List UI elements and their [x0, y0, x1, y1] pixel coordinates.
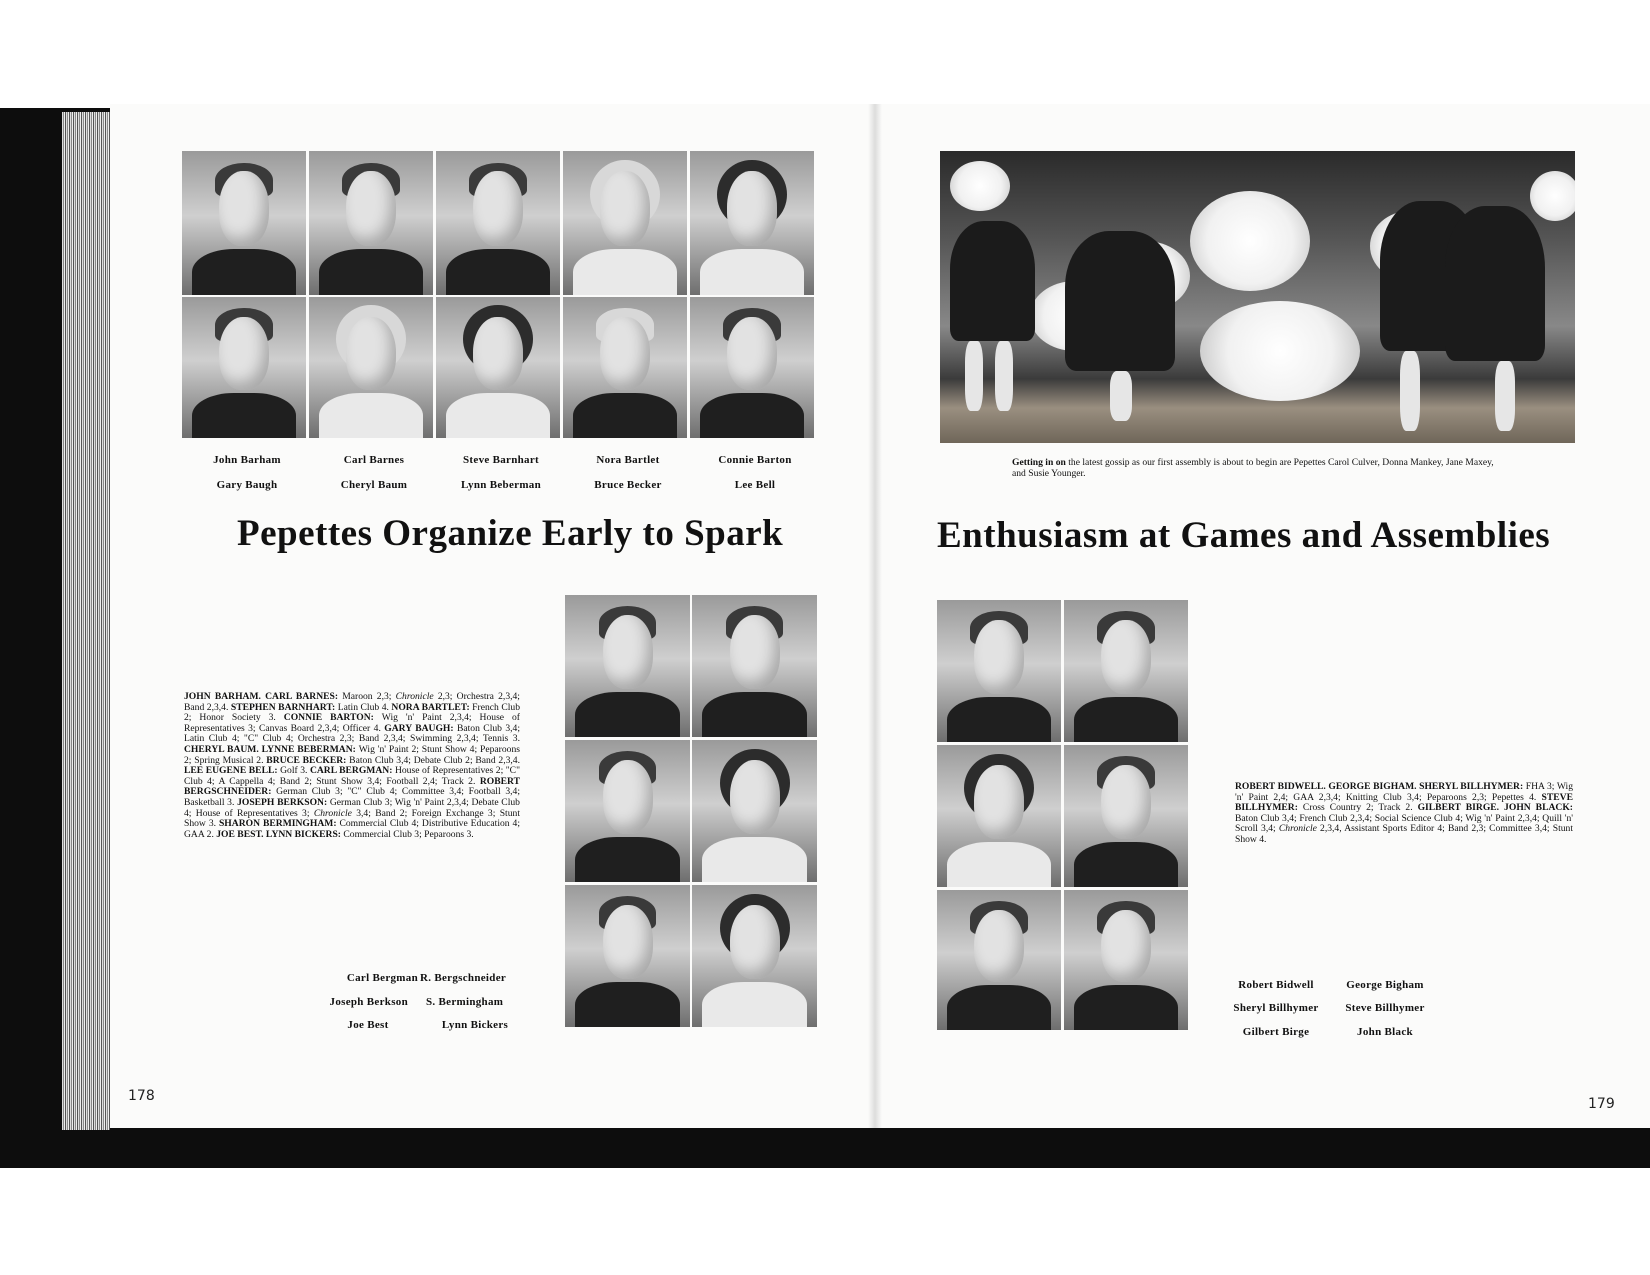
name-caption: Lynn Beberman	[461, 479, 541, 491]
bio-segment: CHERYL BAUM. LYNNE BEBERMAN:	[184, 743, 359, 755]
bio-segment: JOHN BARHAM. CARL BARNES:	[184, 691, 343, 702]
bio-segment: 3,4; Band 2; Foreign Exchange 3; Stunt Show 3.	[184, 807, 520, 830]
bio-segment: Baton Club 3,4; Debate Club 2; Band 2,3,4.	[349, 754, 521, 766]
bio-segment: CONNIE BARTON:	[283, 712, 382, 724]
bio-segment: STEVE BILLHYMER:	[1235, 791, 1573, 814]
page-number-right: 179	[1588, 1096, 1615, 1112]
portrait-photo	[1064, 890, 1188, 1030]
bio-segment: JOSEPH BERKSON:	[237, 796, 330, 808]
portrait-photo	[309, 151, 433, 295]
bio-segment: NORA BARTLET:	[391, 701, 473, 713]
bio-segment: STEPHEN BARNHART:	[230, 701, 338, 713]
group-photo-caption	[1012, 458, 1502, 479]
caption-text: the latest gossip as our first assembly is about to begin are Pepettes Carol Culver, Donna Mankey, Jane Maxey, and Susie Younger.	[1012, 457, 1494, 479]
name-caption: John Black	[1357, 1026, 1413, 1038]
portrait-photo	[690, 151, 814, 295]
book-gutter	[868, 104, 882, 1128]
bio-segment: Maroon 2,3;	[342, 691, 396, 702]
bio-segment: FHA 3; Wig 'n' Paint 2,4; GAA 2,3,4; Knitting Club 3,4; Peparoons 2,3; Pepettes 4.	[1235, 781, 1573, 803]
bio-segment: Baton Club 3,4; French Club 2,3,4; Social Science Club 4; Wig 'n' Paint 2,3,4; Quill 'n' Scroll 3,4;	[1235, 812, 1573, 835]
page-number-left: 178	[128, 1088, 155, 1104]
name-caption: Cheryl Baum	[340, 479, 408, 491]
portrait-photo	[182, 151, 306, 295]
bio-segment: French Club 2; Honor Society 3.	[184, 701, 520, 724]
portrait-photo	[563, 297, 687, 438]
name-caption: Joe Best	[347, 1019, 389, 1031]
bio-segment: Wig 'n' Paint 2; Stunt Show 4; Peparoons 2; Spring Musical 2.	[184, 743, 520, 766]
portrait-photo	[690, 297, 814, 438]
bio-segment: GILBERT BIRGE. JOHN BLACK:	[1417, 802, 1573, 814]
name-caption: Steve Barnhart	[463, 454, 539, 466]
name-caption: Sheryl Billhymer	[1233, 1002, 1319, 1014]
bio-segment: Golf 3.	[280, 765, 310, 777]
bio-segment: Chronicle	[395, 691, 434, 702]
name-caption: Nora Bartlet	[596, 454, 660, 466]
portrait-photo	[937, 600, 1061, 742]
name-caption: Lynn Bickers	[441, 1019, 509, 1031]
bio-segment: BRUCE BECKER:	[266, 754, 350, 766]
portrait-photo	[692, 740, 817, 882]
portrait-photo	[1064, 745, 1188, 887]
portrait-photo	[937, 745, 1061, 887]
portrait-photo	[692, 595, 817, 737]
bio-segment: CARL BERGMAN:	[309, 765, 395, 777]
bio-segment: German Club 3; "C" Club 4; Committee 3,4; Football 3,4; Basketball 3.	[184, 786, 520, 808]
name-caption: Lee Bell	[734, 479, 776, 491]
bio-segment: Chronicle	[313, 807, 352, 819]
portrait-photo	[563, 151, 687, 295]
student-activities-text	[1235, 782, 1573, 846]
bio-segment: SHARON BERMINGHAM:	[218, 818, 340, 830]
page-edges	[62, 112, 110, 1130]
name-caption: R. Bergschneider	[420, 972, 507, 984]
name-caption: Connie Barton	[718, 454, 792, 466]
bio-segment: ROBERT BERGSCHNEIDER:	[184, 775, 520, 798]
bio-segment: Latin Club 4.	[337, 701, 392, 713]
bio-segment: 2,3,4, Assistant Sports Editor 4; Band 2,3; Committee 3,4; Stunt Show 4.	[1235, 823, 1573, 845]
name-caption: Bruce Becker	[594, 479, 662, 491]
name-caption: Joseph Berkson	[329, 996, 408, 1008]
portrait-photo	[565, 595, 690, 737]
name-caption: Carl Bergman	[346, 972, 418, 984]
bio-segment: ROBERT BIDWELL. GEORGE BIGHAM. SHERYL BILLHYMER:	[1235, 781, 1526, 792]
portrait-photo	[182, 297, 306, 438]
bio-segment: Commercial Club 3; Peparoons 3.	[343, 828, 474, 840]
bio-segment: House of Representatives 2; "C" Club 4; A Cappella 4; Band 2; Stunt Show 3,4; Football 2,4; Track 2.	[184, 765, 521, 787]
portrait-photo	[1064, 600, 1188, 742]
portrait-photo	[436, 297, 560, 438]
portrait-photo	[436, 151, 560, 295]
name-caption: Gary Baugh	[216, 479, 278, 491]
student-activities-text	[184, 692, 520, 840]
portrait-photo	[937, 890, 1061, 1030]
name-caption: Robert Bidwell	[1238, 979, 1314, 991]
portrait-photo	[692, 885, 817, 1027]
pepettes-group-photo	[940, 151, 1575, 443]
bio-segment: Chronicle	[1278, 823, 1317, 835]
bio-segment: Wig 'n' Paint 2,3,4; House of Representatives 3; Canvas Board 2,3,4; Officer 4.	[184, 712, 521, 734]
bio-segment: Cross Country 2; Track 2.	[1302, 802, 1418, 814]
bio-segment: Commercial Club 4; Distributive Education 4; GAA 2.	[184, 818, 520, 840]
portrait-photo	[565, 740, 690, 882]
bio-segment: GARY BAUGH:	[384, 722, 457, 734]
bio-segment: JOE BEST. LYNN BICKERS:	[216, 828, 344, 840]
portrait-photo	[565, 885, 690, 1027]
bio-segment: LEE EUGENE BELL:	[184, 765, 281, 777]
name-caption: George Bigham	[1346, 979, 1424, 991]
name-caption: Steve Billhymer	[1345, 1002, 1425, 1014]
name-caption: John Barham	[213, 454, 281, 466]
bio-segment: German Club 3; Wig 'n' Paint 2,3,4; Debate Club 4; House of Representatives 3;	[184, 796, 520, 819]
caption-lead: Getting in on	[1012, 457, 1066, 468]
portrait-photo	[309, 297, 433, 438]
name-caption: Gilbert Birge	[1242, 1026, 1310, 1038]
bio-segment: Baton Club 3,4; Latin Club 4; "C" Club 4; Orchestra 2,3; Band 2,3,4; Swimming 2,3,4; Tennis 3.	[184, 722, 521, 745]
bio-segment: 2,3; Orchestra 2,3,4; Band 2,3,4.	[184, 691, 520, 713]
spread-title-right: Enthusiasm at Games and Assemblies	[937, 515, 1551, 556]
spread-title-left: Pepettes Organize Early to Spark	[237, 513, 784, 554]
name-caption: S. Bermingham	[426, 996, 504, 1008]
name-caption: Carl Barnes	[343, 454, 405, 466]
